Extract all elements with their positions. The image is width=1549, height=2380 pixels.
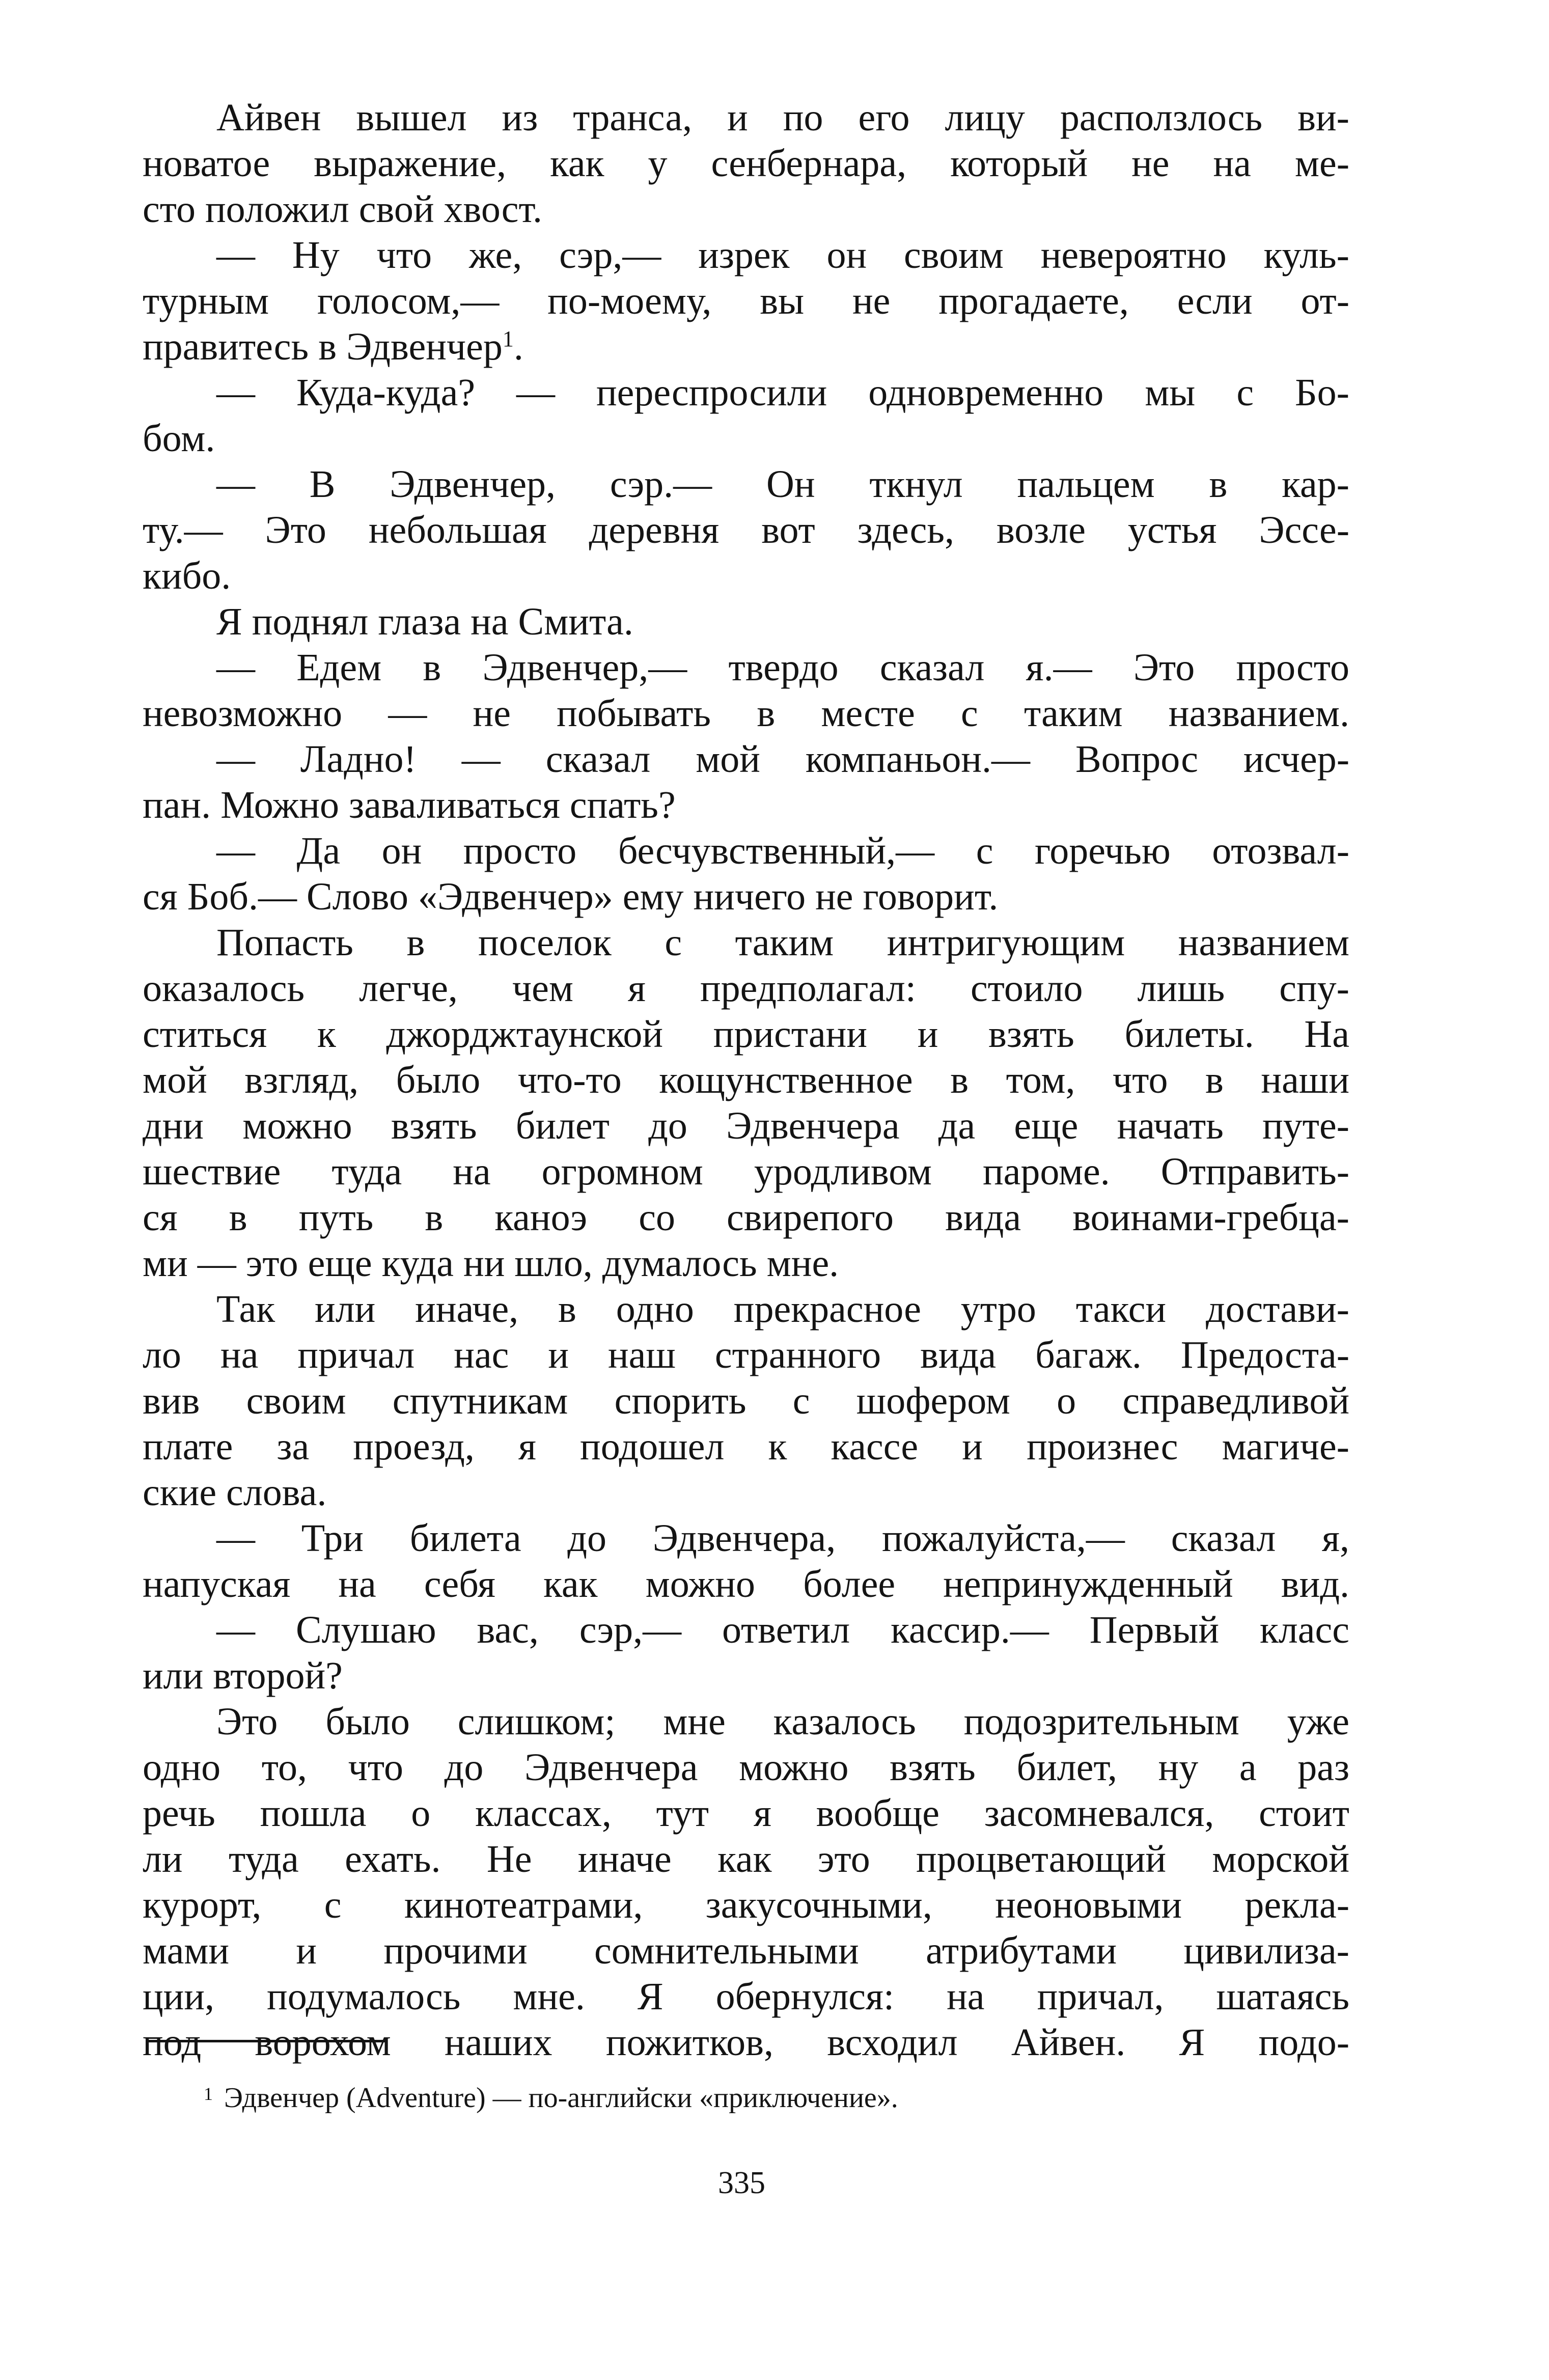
text-line-content: новатое выражение, как у сенбернара, который не на ме- bbox=[143, 142, 1349, 185]
text-line-content: — Ну что же, сэр,— изрек он своим невероятно куль- bbox=[216, 234, 1349, 276]
text-line bbox=[143, 2019, 1349, 2065]
text-line bbox=[143, 1057, 1349, 1103]
text-line bbox=[143, 1928, 1349, 1974]
text-line-content: Это было слишком; мне казалось подозрительным уже bbox=[216, 1700, 1349, 1743]
text-line bbox=[143, 278, 1349, 324]
text-line bbox=[143, 1836, 1349, 1882]
text-line bbox=[143, 370, 1349, 416]
text-line-content: мой взгляд, было что-то кощунственное в том, что в наши bbox=[143, 1059, 1349, 1101]
text-line bbox=[143, 95, 1349, 141]
text-line bbox=[143, 599, 1349, 645]
text-line bbox=[143, 1470, 1349, 1515]
text-line bbox=[143, 141, 1349, 186]
text-line-content: под ворохом наших пожитков, всходил Айвен. Я подо- bbox=[143, 2021, 1349, 2064]
text-line-content: речь пошла о классах, тут я вообще засомневался, стоит bbox=[143, 1792, 1349, 1835]
text-line-content: — Куда-куда? — переспросили одновременно мы с Бо- bbox=[216, 371, 1349, 414]
text-line-content: ло на причал нас и наш странного вида багаж. Предоста- bbox=[143, 1334, 1349, 1376]
text-line-content: курорт, с кинотеатрами, закусочными, неоновыми рекла- bbox=[143, 1884, 1349, 1926]
text-line-tail: . bbox=[513, 325, 523, 368]
text-line bbox=[143, 186, 1349, 232]
page-number: 335 bbox=[718, 2166, 765, 2200]
text-line bbox=[143, 461, 1349, 507]
text-line bbox=[143, 1745, 1349, 1790]
footnote-divider bbox=[147, 2040, 386, 2042]
text-line bbox=[143, 1149, 1349, 1195]
text-line bbox=[143, 507, 1349, 553]
text-line-content: ские слова. bbox=[143, 1471, 327, 1514]
text-line bbox=[143, 232, 1349, 278]
text-line-content: — Слушаю вас, сэр,— ответил кассир.— Первый класс bbox=[216, 1609, 1349, 1651]
text-line bbox=[143, 690, 1349, 736]
text-line bbox=[143, 828, 1349, 874]
text-line-content: правитесь в Эдвенчер bbox=[143, 325, 503, 368]
text-line bbox=[143, 874, 1349, 920]
text-line bbox=[143, 1561, 1349, 1607]
text-line-content: ции, подумалось мне. Я обернулся: на причал, шатаясь bbox=[143, 1975, 1349, 2018]
text-line-content: ся Боб.— Слово «Эдвенчер» ему ничего не говорит. bbox=[143, 875, 999, 918]
text-line-content: Так или иначе, в одно прекрасное утро такси достави- bbox=[216, 1288, 1349, 1331]
text-line-content: — Три билета до Эдвенчера, пожалуйста,— сказал я, bbox=[216, 1517, 1349, 1560]
text-line-content: оказалось легче, чем я предполагал: стоило лишь спу- bbox=[143, 967, 1349, 1010]
text-line-content: невозможно — не побывать в месте с таким названием. bbox=[143, 692, 1349, 735]
text-line-content: напуская на себя как можно более непринужденный вид. bbox=[143, 1563, 1349, 1606]
text-line bbox=[143, 324, 1349, 370]
footnote-reference: 1 bbox=[502, 326, 514, 351]
text-line bbox=[143, 1011, 1349, 1057]
text-line-content: ту.— Это небольшая деревня вот здесь, возле устья Эссе- bbox=[143, 509, 1349, 551]
text-line bbox=[143, 1607, 1349, 1653]
text-line-content: мами и прочими сомнительными атрибутами цивилиза- bbox=[143, 1929, 1349, 1972]
text-line-content: ся в путь в каноэ со свирепого вида воинами-гребца- bbox=[143, 1196, 1349, 1239]
text-line bbox=[143, 1378, 1349, 1424]
text-line bbox=[143, 965, 1349, 1011]
text-line bbox=[143, 1240, 1349, 1286]
text-line-content: пан. Можно заваливаться спать? bbox=[143, 784, 676, 826]
text-line-content: плате за проезд, я подошел к кассе и произнес магиче- bbox=[143, 1425, 1349, 1468]
text-line-content: — Едем в Эдвенчер,— твердо сказал я.— Это просто bbox=[216, 646, 1349, 689]
text-line bbox=[143, 645, 1349, 690]
text-line bbox=[143, 1882, 1349, 1928]
footnote bbox=[204, 2077, 898, 2115]
text-line-content: ститься к джорджтаунской пристани и взять билеты. На bbox=[143, 1013, 1349, 1056]
footnote-text: Эдвенчер (Adventure) — по-английски «приключение». bbox=[224, 2082, 898, 2114]
text-line-content: ми — это еще куда ни шло, думалось мне. bbox=[143, 1242, 839, 1285]
text-line-content: Айвен вышел из транса, и по его лицу расползлось ви- bbox=[216, 96, 1349, 139]
text-line bbox=[143, 553, 1349, 599]
text-line-content: или второй? bbox=[143, 1654, 343, 1697]
text-line bbox=[143, 1332, 1349, 1378]
text-line bbox=[143, 1515, 1349, 1561]
footnote-marker: 1 bbox=[204, 2084, 213, 2104]
text-line-content: — Ладно! — сказал мой компаньон.— Вопрос исчер- bbox=[216, 738, 1349, 781]
text-line-content: одно то, что до Эдвенчера можно взять билет, ну а раз bbox=[143, 1746, 1349, 1789]
text-line bbox=[143, 1424, 1349, 1470]
text-line bbox=[143, 920, 1349, 965]
text-line-content: вив своим спутникам спорить с шофером о справедливой bbox=[143, 1379, 1349, 1422]
text-line bbox=[143, 1286, 1349, 1332]
text-line-content: ли туда ехать. Не иначе как это процветающий морской bbox=[143, 1838, 1349, 1880]
text-line-content: сто положил свой хвост. bbox=[143, 188, 543, 231]
text-line bbox=[143, 1790, 1349, 1836]
text-line-content: дни можно взять билет до Эдвенчера да еще начать путе- bbox=[143, 1104, 1349, 1147]
text-line bbox=[143, 782, 1349, 828]
text-line bbox=[143, 1103, 1349, 1149]
text-line bbox=[143, 416, 1349, 461]
text-line bbox=[143, 1699, 1349, 1745]
text-line-content: шествие туда на огромном уродливом пароме. Отправить- bbox=[143, 1150, 1349, 1193]
text-line bbox=[143, 1195, 1349, 1240]
body-text bbox=[143, 95, 1349, 2065]
text-line-content: турным голосом,— по-моему, вы не прогадаете, если от- bbox=[143, 280, 1349, 322]
text-line bbox=[143, 1974, 1349, 2019]
text-line-content: — Да он просто бесчувственный,— с горечью отозвал- bbox=[216, 829, 1349, 872]
text-line-content: Попасть в поселок с таким интригующим названием bbox=[216, 921, 1349, 964]
text-line-content: кибо. bbox=[143, 555, 231, 597]
text-line bbox=[143, 1653, 1349, 1699]
text-line-content: — В Эдвенчер, сэр.— Он ткнул пальцем в кар- bbox=[216, 463, 1349, 506]
text-line bbox=[143, 736, 1349, 782]
text-line-content: бом. bbox=[143, 417, 215, 460]
text-line-content: Я поднял глаза на Смита. bbox=[216, 600, 633, 643]
